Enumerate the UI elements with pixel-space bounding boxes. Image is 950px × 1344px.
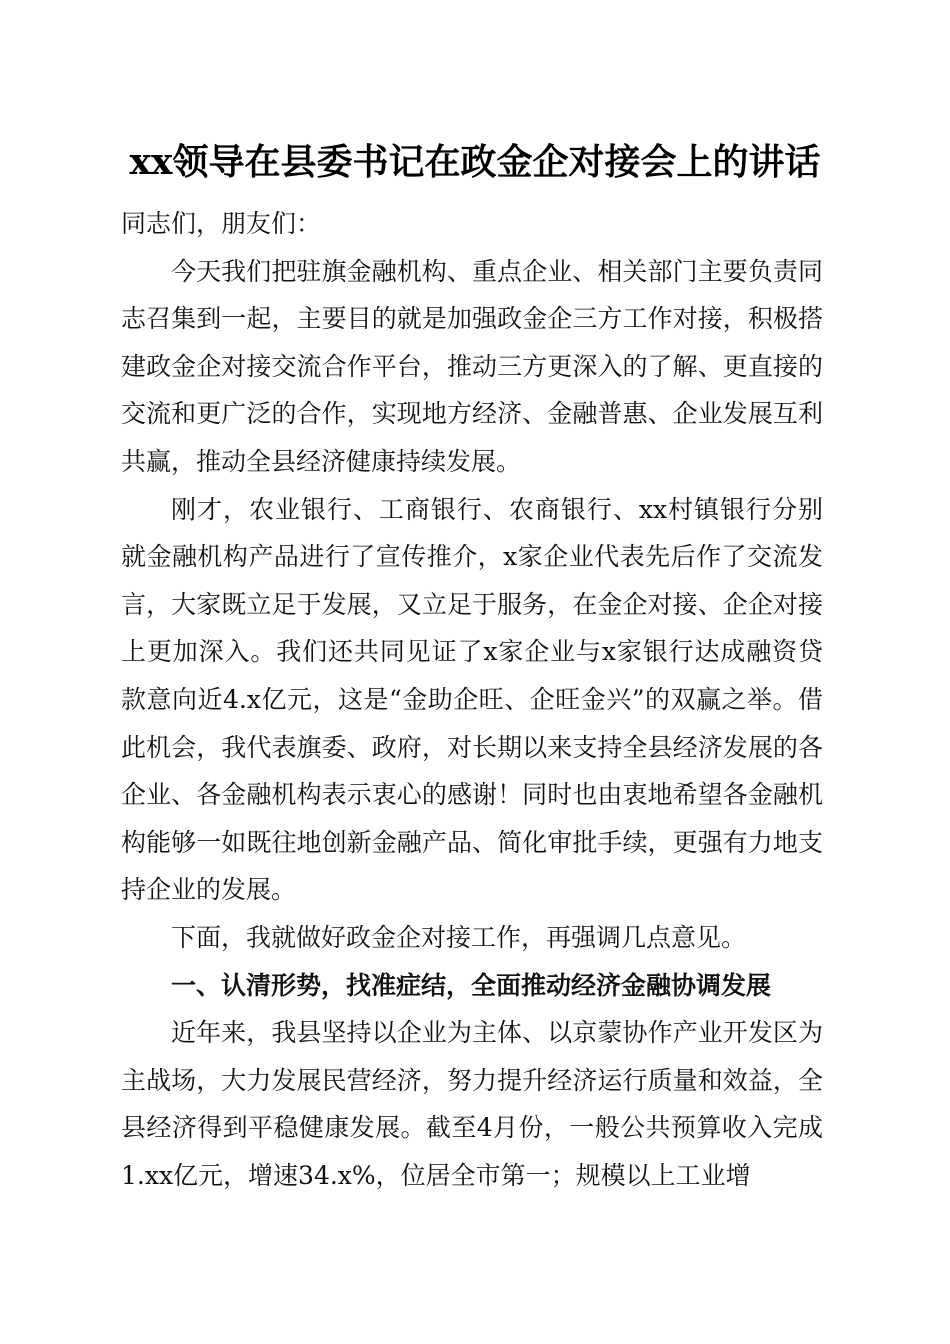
document-title: xx领导在县委书记在政金企对接会上的讲话 <box>129 141 821 183</box>
document-body <box>121 200 823 1199</box>
section-heading: 一、认清形势，找准症结，全面推动经济金融协调发展 <box>171 970 772 1000</box>
greeting: 同志们，朋友们： <box>121 209 322 238</box>
paragraph-transition: 下面，我就做好政金企对接工作，再强调几点意见。 <box>171 922 747 952</box>
paragraph-section-one: 近年来，我县坚持以企业为主体、以京蒙协作产业开发区为主战场，大力发展民营经济，努力提升经济运行质量和效益，全县经济得到平稳健康发展。截至4月份，一般公共预算收入完成1.xx亿元，增速34.x%，位居全市第一；规模以上工业增 <box>121 1018 823 1190</box>
paragraph-opening: 今天我们把驻旗金融机构、重点企业、相关部门主要负责同志召集到一起，主要目的就是加强政金企三方工作对接，积极搭建政金企对接交流合作平台，推动三方更深入的了解、更直接的交流和更广泛的合作，实现地方经济、金融普惠、企业发展互利共赢，推动全县经济健康持续发展。 <box>121 256 823 476</box>
paragraph-review: 刚才，农业银行、工商银行、农商银行、xx村镇银行分别就金融机构产品进行了宣传推介，x家企业代表先后作了交流发言，大家既立足于发展，又立足于服务，在金企对接、企企对接上更加深入。我们还共同见证了x家企业与x家银行达成融资贷款意向近4.x亿元，这是“金助企旺、企旺金兴”的双赢之举。借此机会，我代表旗委、政府，对长期以来支持全县经济发展的各企业、各金融机构表示衷心的感谢！同时也由衷地希望各金融机构能够一如既往地创新金融产品、简化审批手续，更强有力地支持企业的发展。 <box>121 494 823 905</box>
